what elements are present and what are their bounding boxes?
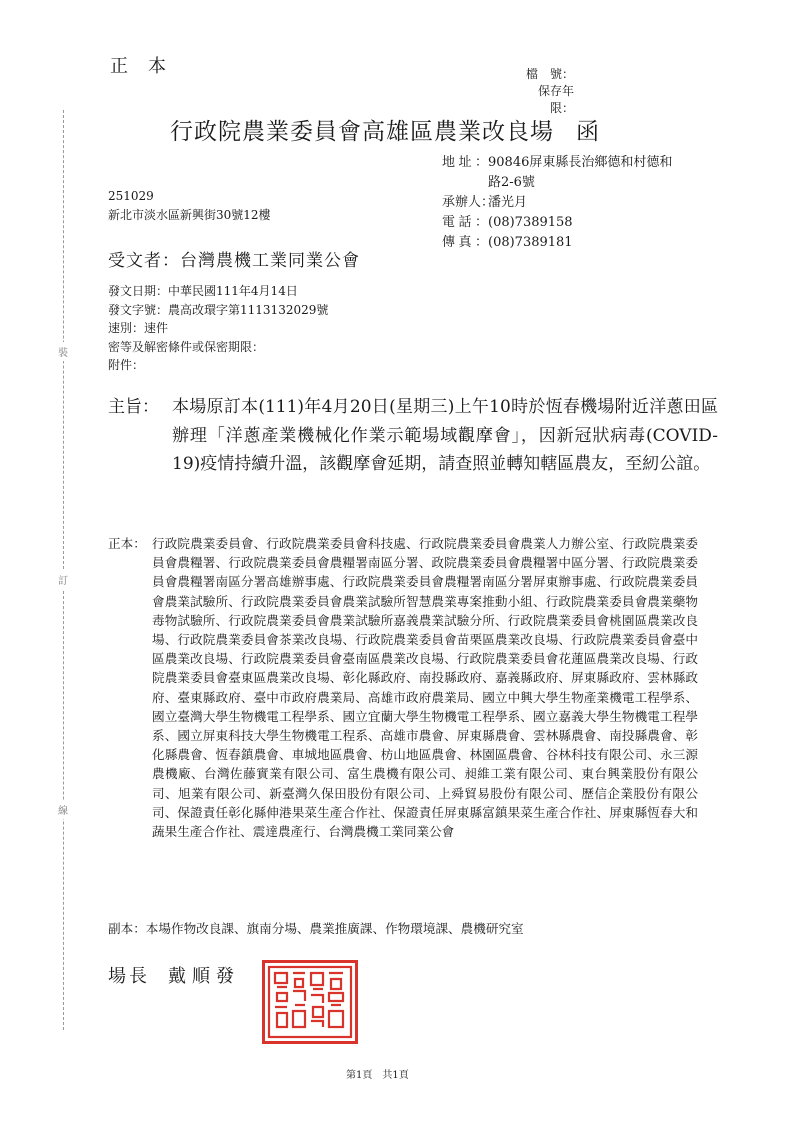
document-number: 農高改環字第1113132029號 xyxy=(168,302,329,317)
attachment-label: 附件： xyxy=(108,358,145,372)
distribution-copy xyxy=(108,918,524,937)
page-number: 第1頁 xyxy=(346,1070,373,1081)
copy-recipients: 本場作物改良課、旗南分場、農業推廣課、作物環境課、農機研究室 xyxy=(145,921,524,936)
phone-label: 電話： xyxy=(442,215,488,230)
signer-title: 場長 xyxy=(108,966,150,987)
address-label: 地址： xyxy=(442,155,488,170)
recipient-address xyxy=(108,187,271,225)
original-recipients: 行政院農業委員會、行政院農業委員會科技處、行政院農業委員會農業人力辦公室、行政院農業委員會農糧署、行政院農業委員會農糧署南區分署、政院農業委員會農糧署中區分署、行政院農業委員會農糧署南區分署高雄辦事處、行政院農業委員會農糧署南區分署屏東辦事處、行政院農業委員會農業試驗所、行政院農業委員會農業試驗所智慧農業專案推動小組、行政院農業委員會農業藥物毒物試驗所、行政院農業委員會農業試驗所嘉義農業試驗分所、行政院農業委員會桃園區農業改良場、行政院農業委員會茶業改良場、行政院農業委員會苗栗區農業改良場、行政院農業委員會臺中區農業改良場、行政院農業委員會臺南區農業改良場、行政院農業委員會花蓮區農業改良場、行政院農業委員會臺東區農業改良場、彰化縣政府、南投縣政府、嘉義縣政府、屏東縣政府、雲林縣政府、臺東縣政府、臺中市政府農業局、高雄市政府農業局、國立中興大學生物產業機電工程學系、國立臺灣大學生物機電工程學系、國立宜蘭大學生物機電工程學系、國立嘉義大學生物機電工程學系、國立屏東科技大學生物機電工程系、高雄市農會、屏東縣農會、雲林縣農會、南投縣農會、彰化縣農會、恆春鎮農會、車城地區農會、枋山地區農會、林園區農會、谷林科技有限公司、永三源農機廠、台灣佐藤實業有限公司、富生農機有限公司、昶維工業有限公司、東台興業股份有限公司、旭業有限公司、新臺灣久保田股份有限公司、上舜貿易股份有限公司、歷信企業股份有限公司、保證責任彰化縣伸港果菜生產合作社、保證責任屏東縣富鎮果菜生產合作社、屏東縣恆春大和蔬果生產合作社、震達農產行、台灣農機工業同業公會 xyxy=(152,536,698,840)
handler-label: 承辦人： xyxy=(442,195,495,210)
date-label: 發文日期： xyxy=(108,284,169,298)
fax-label: 傳真： xyxy=(442,235,488,250)
sender-address-line2: 路2-6號 xyxy=(488,175,535,190)
handler-name: 潘光月 xyxy=(488,195,528,210)
sender-address-line1: 90846屏東縣長治鄉德和村德和 xyxy=(488,155,673,170)
speed-value: 速件 xyxy=(144,321,169,335)
copy-label: 副本： xyxy=(108,921,146,936)
document-type: 函 xyxy=(576,119,600,145)
issue-date: 中華民國111年4月14日 xyxy=(168,284,298,298)
file-number-label: 檔 號： xyxy=(525,67,574,81)
binding-mark-ding: 訂 xyxy=(58,570,68,589)
secrecy-label: 密等及解密條件或保密期限： xyxy=(108,339,265,354)
official-seal xyxy=(262,960,358,1044)
file-info xyxy=(516,66,574,117)
phone-number: (08)7389158 xyxy=(488,215,573,230)
speed-label: 速別： xyxy=(108,321,145,335)
postal-code: 251029 xyxy=(108,189,154,203)
seal-pattern-icon xyxy=(265,963,355,1041)
signer-name: 戴順發 xyxy=(168,966,240,987)
signer xyxy=(108,962,240,988)
subject-label: 主旨： xyxy=(108,397,159,417)
subject xyxy=(108,393,718,479)
recipient xyxy=(108,246,360,271)
page-total: 共1頁 xyxy=(382,1070,409,1081)
subject-text: 本場原訂本(111)年4月20日(星期三)上午10時於恆春機場附近洋蔥田區辦理「洋蔥產業機械化作業示範場域觀摩會」，因新冠狀病毒(COVID-19)疫情持續升溫，該觀摩會延期，請查照並轉知轄區農友，至紉公誼。 xyxy=(172,397,718,474)
original-label: 正本： xyxy=(108,536,146,551)
recipient-name: 台灣農機工業同業公會 xyxy=(180,251,360,271)
document-meta xyxy=(108,282,328,375)
binding-mark-zhuang: 裝 xyxy=(58,342,68,361)
copy-mark: 正本 xyxy=(110,56,186,77)
distribution-original xyxy=(108,534,698,841)
agency-name: 行政院農業委員會高雄區農業改良場 xyxy=(170,119,554,145)
binding-mark-xian: 線 xyxy=(58,800,68,819)
recipient-street-address: 新北市淡水區新興街30號12樓 xyxy=(108,208,271,222)
number-label: 發文字號： xyxy=(108,302,169,317)
sender-info xyxy=(442,153,672,253)
page-footer xyxy=(346,1066,409,1081)
retention-label: 保存年限： xyxy=(537,84,574,115)
recipient-label: 受文者： xyxy=(108,251,180,271)
document-title xyxy=(170,113,600,146)
fax-number: (08)7389181 xyxy=(488,235,573,250)
